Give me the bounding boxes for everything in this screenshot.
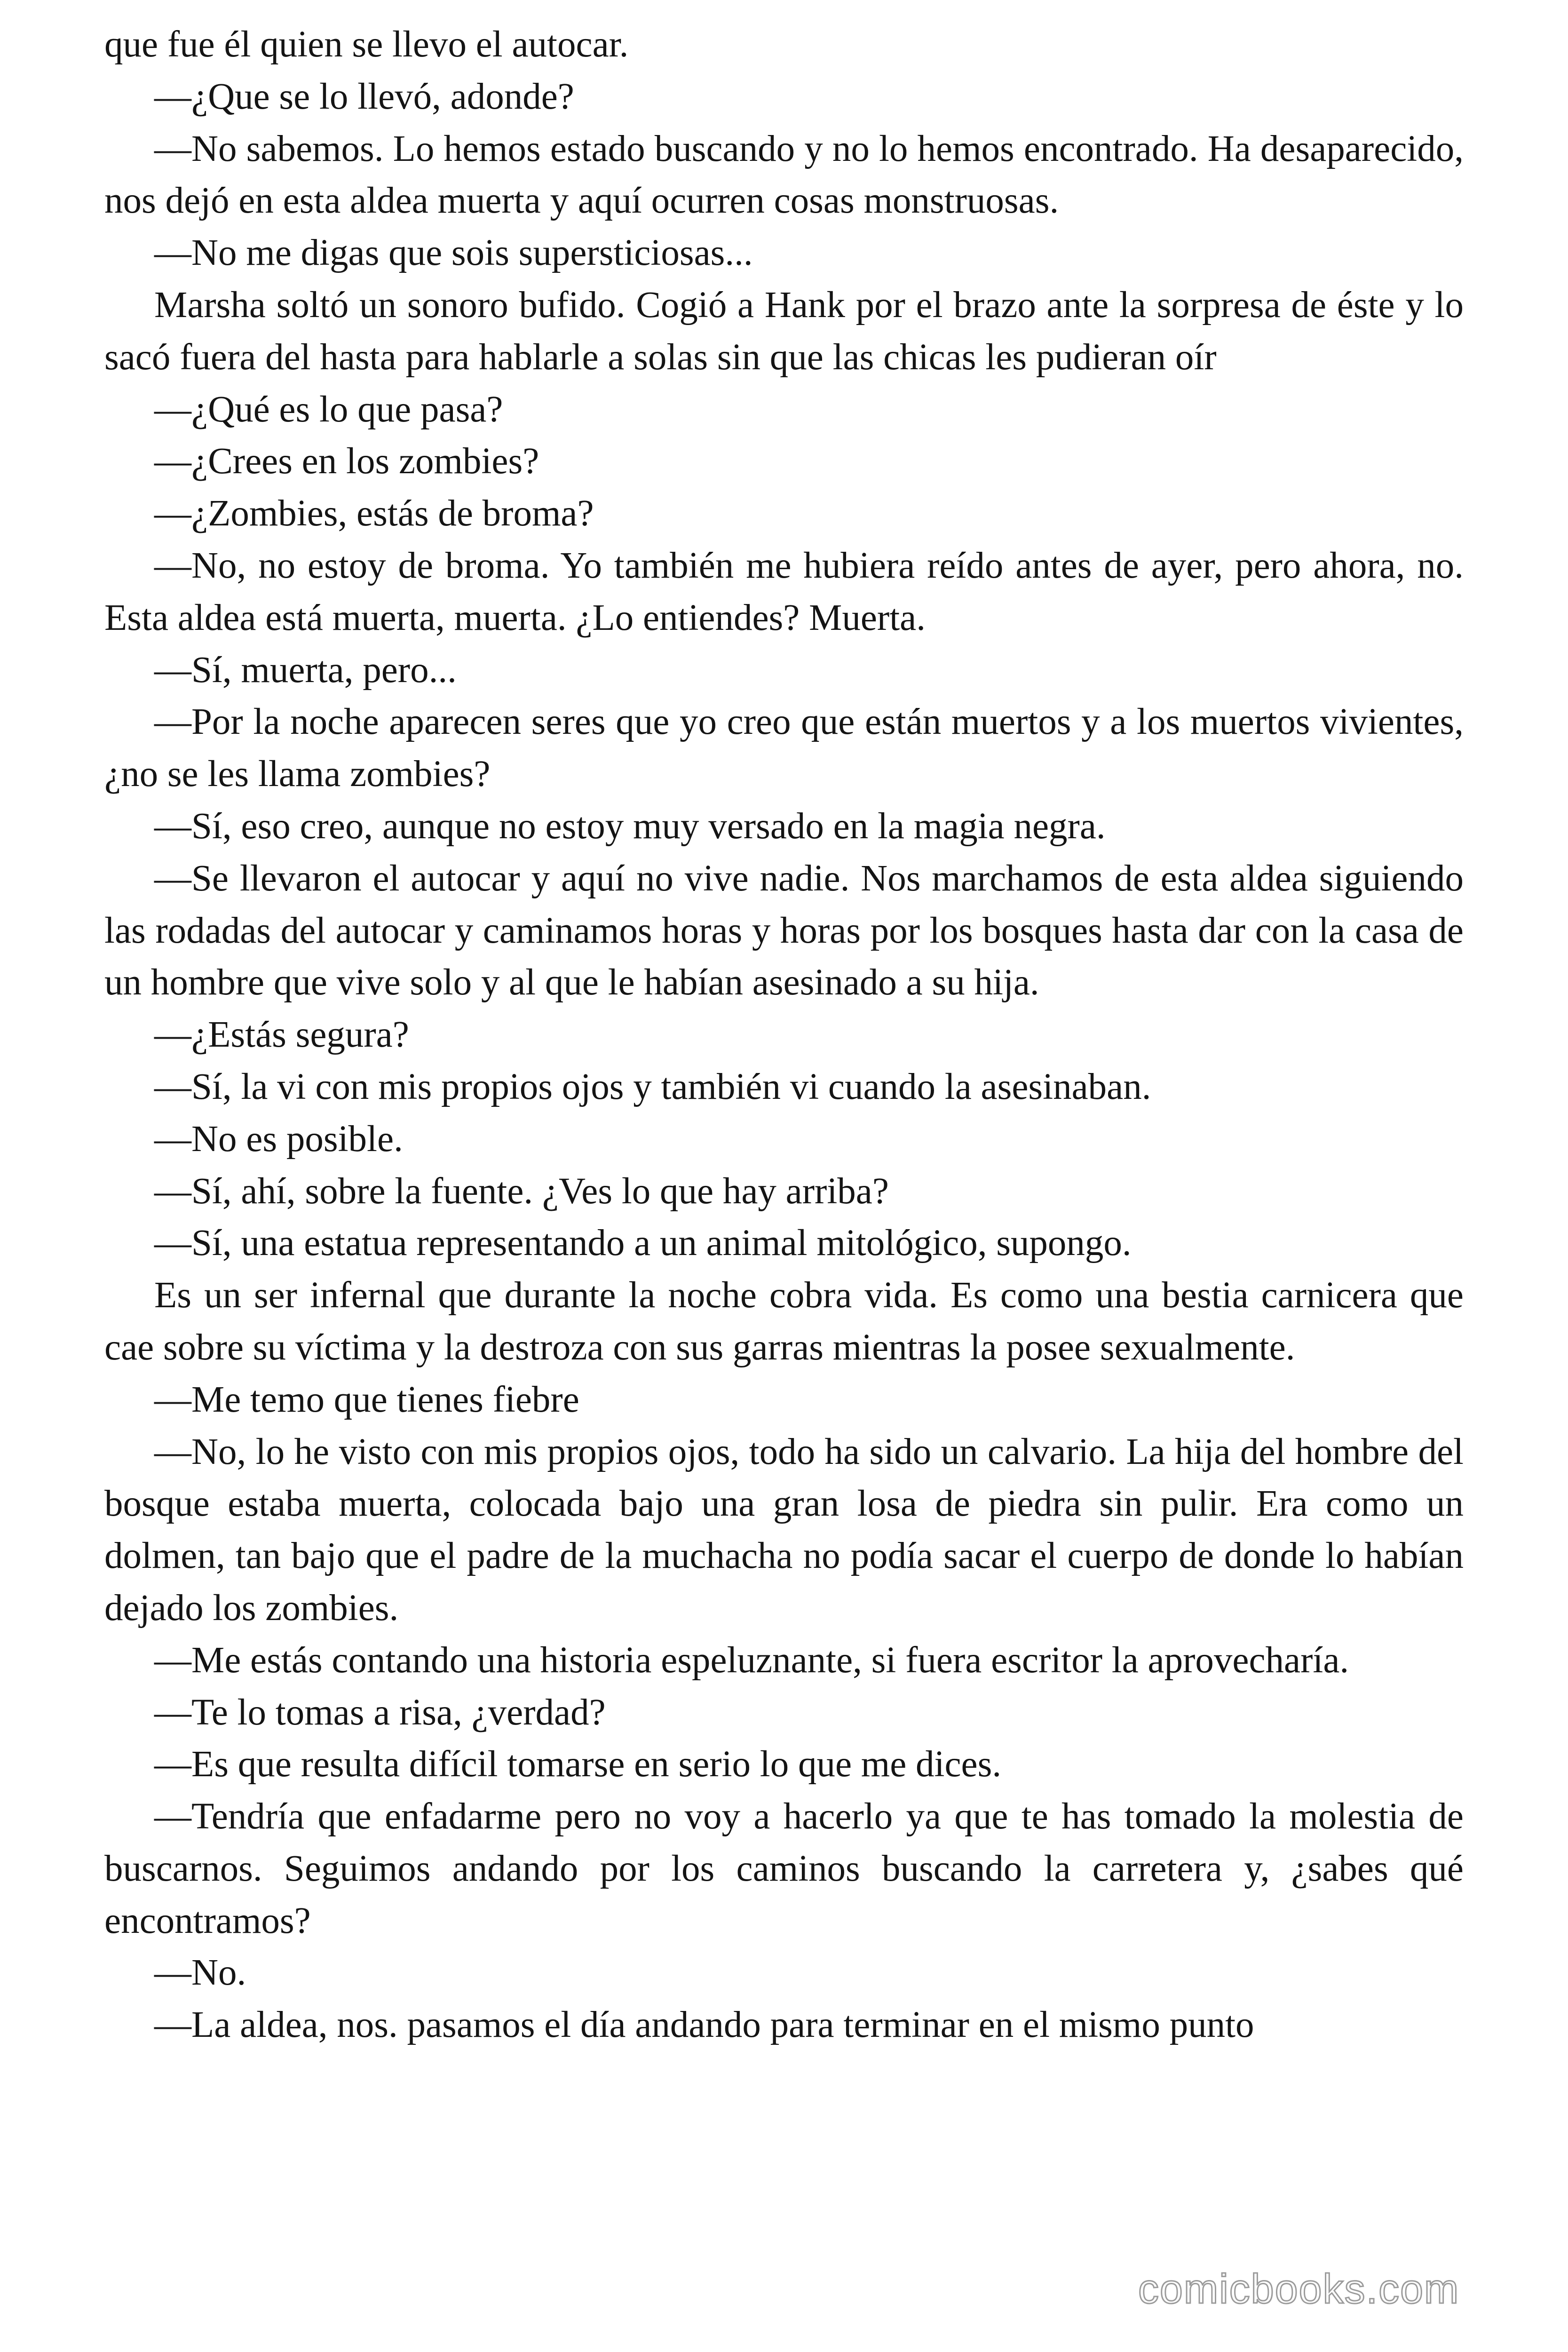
paragraph: —Sí, la vi con mis propios ojos y también vi cuando la asesinaban. <box>154 1066 1151 1107</box>
paragraph: —No, no estoy de broma. Yo también me hubiera reído antes de ayer, pero ahora, no. Esta aldea está muerta, muerta. ¿Lo entiendes? Muerta. <box>104 545 1464 638</box>
paragraph: que fue él quien se llevo el autocar. <box>104 24 629 65</box>
paragraph: —Me estás contando una historia espeluznante, si fuera escritor la aprovecharía. <box>154 1639 1349 1681</box>
paragraph: —No sabemos. Lo hemos estado buscando y no lo hemos encontrado. Ha desaparecido, nos dejó en esta aldea muerta y aquí ocurren cosas monstruosas. <box>104 128 1464 222</box>
paragraph: Es un ser infernal que durante la noche cobra vida. Es como una bestia carnicera que cae sobre su víctima y la destroza con sus garras mientras la posee sexualmente. <box>104 1275 1464 1368</box>
page-text <box>104 19 1464 2051</box>
paragraph: —No. <box>154 1952 246 1994</box>
paragraph: —¿Crees en los zombies? <box>154 441 539 482</box>
watermark-logo: comicbooks.com <box>1138 2265 1460 2312</box>
paragraph: Marsha soltó un sonoro bufido. Cogió a Hank por el brazo ante la sorpresa de éste y lo sacó fuera del hasta para hablarle a solas sin que las chicas les pudieran oír <box>104 284 1464 378</box>
paragraph: —Se llevaron el autocar y aquí no vive nadie. Nos marchamos de esta aldea siguiendo las rodadas del autocar y caminamos horas y horas por los bosques hasta dar con la casa de un hombre que vive solo y al que le habían asesinado a su hija. <box>104 858 1464 1003</box>
paragraph: —Sí, ahí, sobre la fuente. ¿Ves lo que hay arriba? <box>154 1170 889 1212</box>
paragraph: —Tendría que enfadarme pero no voy a hacerlo ya que te has tomado la molestia de buscarnos. Seguimos andando por los caminos buscando la carretera y, ¿sabes qué encontramos? <box>104 1796 1464 1941</box>
paragraph: —¿Que se lo llevó, adonde? <box>154 76 574 117</box>
paragraph: —Sí, muerta, pero... <box>154 649 457 691</box>
paragraph: —Es que resulta difícil tomarse en serio lo que me dices. <box>154 1744 1002 1785</box>
paragraph: —¿Qué es lo que pasa? <box>154 389 503 430</box>
paragraph: —Por la noche aparecen seres que yo creo que están muertos y a los muertos vivientes, ¿no se les llama zombies? <box>104 701 1464 795</box>
paragraph: —No, lo he visto con mis propios ojos, todo ha sido un calvario. La hija del hombre del bosque estaba muerta, colocada bajo una gran losa de piedra sin pulir. Era como un dolmen, tan bajo que el padre de la muchacha no podía sacar el cuerpo de donde lo habían dejado los zombies. <box>104 1431 1464 1629</box>
paragraph: —No me digas que sois supersticiosas... <box>154 232 753 274</box>
paragraph: —Sí, una estatua representando a un animal mitológico, supongo. <box>154 1223 1132 1264</box>
paragraph: —¿Estás segura? <box>154 1014 409 1056</box>
paragraph: —Me temo que tienes fiebre <box>154 1379 579 1420</box>
paragraph: —Sí, eso creo, aunque no estoy muy versado en la magia negra. <box>154 805 1106 847</box>
paragraph: —La aldea, nos. pasamos el día andando para terminar en el mismo punto <box>154 2004 1254 2046</box>
paragraph: —No es posible. <box>154 1118 403 1160</box>
paragraph: —Te lo tomas a risa, ¿verdad? <box>154 1692 606 1733</box>
paragraph: —¿Zombies, estás de broma? <box>154 493 594 534</box>
